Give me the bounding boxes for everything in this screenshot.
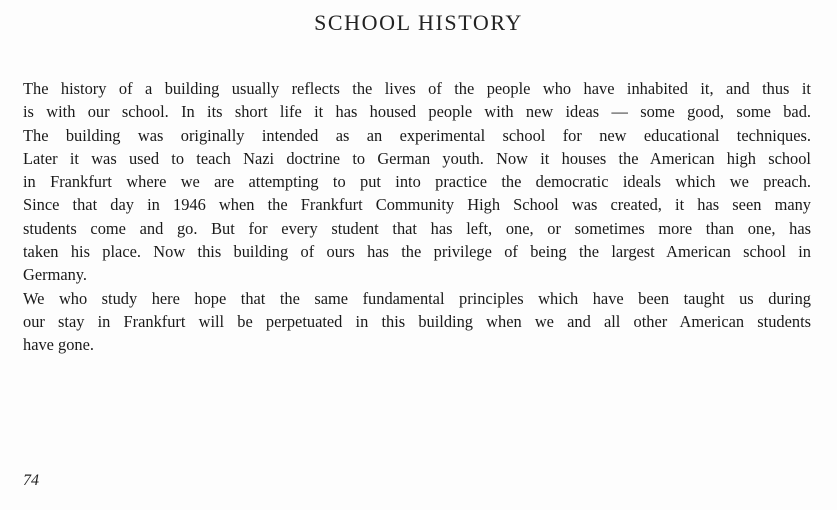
text-line: We who study here hope that the same fundamental principles which have been taught us during — [23, 288, 811, 308]
paragraph — [23, 287, 811, 357]
text-line: Since that day in 1946 when the Frankfurt Community High School was created, it has seen many — [23, 195, 811, 215]
text-line: in Frankfurt where we are attempting to put into practice the democratic ideals which we preach. — [23, 172, 811, 192]
text-line: our stay in Frankfurt will be perpetuated in this building when we and all other American students — [23, 311, 811, 331]
text-line: The history of a building usually reflects the lives of the people who have inhabited it, and thus it — [23, 79, 811, 98]
text-line: Germany. — [23, 265, 88, 285]
text-line: taken his place. Now this building of ours has the privilege of being the largest American school in — [23, 242, 811, 262]
text-line: students come and go. But for every student that has left, one, or sometimes more than one, has — [23, 218, 811, 238]
text-line: have gone. — [23, 335, 94, 355]
text-line: Later it was used to teach Nazi doctrine to German youth. Now it houses the American high school — [23, 148, 811, 168]
paragraph — [23, 77, 811, 287]
page-number: 74 — [23, 472, 39, 489]
text-line: The building was originally intended as an experimental school for new educational techniques. — [23, 125, 811, 145]
text-line: is with our school. In its short life it has housed people with new ideas — some good, some bad. — [23, 102, 811, 122]
body-text — [23, 77, 811, 357]
page-title: SCHOOL HISTORY — [314, 10, 523, 35]
